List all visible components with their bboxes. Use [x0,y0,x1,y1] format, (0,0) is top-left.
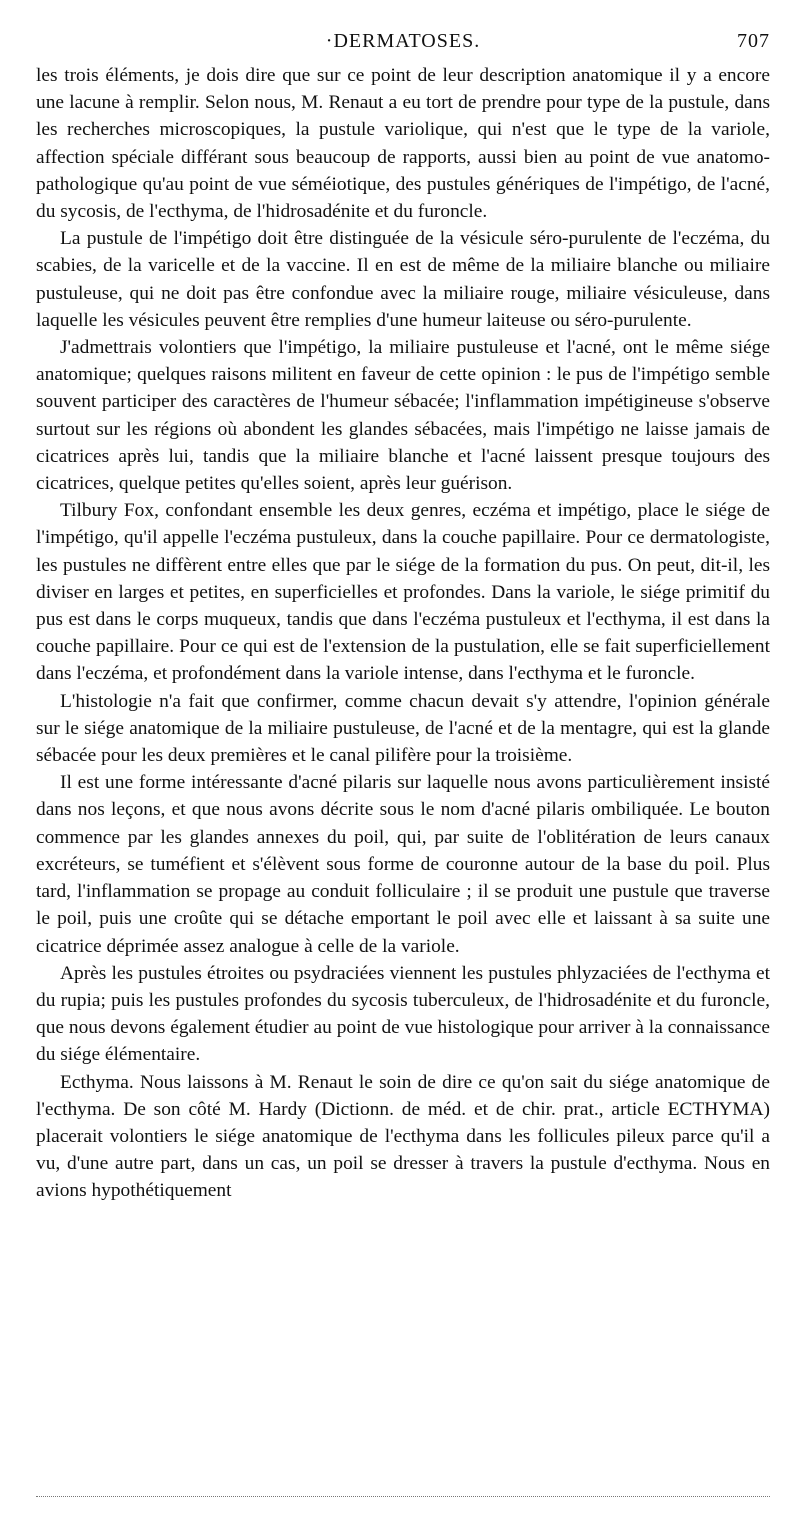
paragraph-6: Il est une forme intéressante d'acné pilaris sur laquelle nous avons particulièrement insisté dans nos leçons, et que nous avons décrite sous le nom d'acné pilaris ombiliquée. Le bouton commence par les glandes annexes du poil, qui, par suite de l'oblitération de leurs canaux excréteurs, se tuméfient et s'élèvent sous forme de couronne autour de la base du poil. Plus tard, l'inflammation se propage au conduit folliculaire ; il se produit une pustule que traverse le poil, puis une croûte qui se détache emportant le poil avec elle et laissant à sa suite une cicatrice déprimée assez analogue à celle de la variole. [36,772,770,957]
body-text [36,62,770,1205]
page-number: 707 [737,30,770,52]
footer-dotted-rule [36,1496,770,1497]
paragraph-4: Tilbury Fox, confondant ensemble les deux genres, eczéma et impétigo, place le siége de l'impétigo, qu'il appelle l'eczéma pustuleux, dans la couche papillaire. Pour ce dermatologiste, les pustules ne diffèrent entre elles que par le siége de la formation du pus. On peut, dit-il, les diviser en larges et petites, en superficielles et profondes. Dans la variole, le siége primitif du pus est dans le corps muqueux, tandis que dans l'eczéma pustuleux et l'ecthyma, il est dans la couche papillaire. Pour ce qui est de l'extension de la pustulation, elle se fait superficiellement dans l'eczéma, et profondément dans la variole intense, dans l'ecthyma et le furoncle. [36,500,770,685]
page-header [36,30,770,58]
paragraph-7: Après les pustules étroites ou psydraciées viennent les pustules phlyzaciées de l'ecthyma et du rupia; puis les pustules profondes du sycosis tuberculeux, de l'hidrosadénite et du furoncle, que nous devons également étudier au point de vue histologique pour arriver à la connaissance du siége élémentaire. [36,962,770,1066]
paragraph-8: Ecthyma. Nous laissons à M. Renaut le soin de dire ce qu'on sait du siége anatomique de l'ecthyma. De son côté M. Hardy (Dictionn. de méd. et de chir. prat., article ECTHYMA) placerait volontiers le siége anatomique de l'ecthyma dans les follicules pileux parce qu'il a vu, d'une autre part, dans un cas, un poil se dresser à travers la pustule d'ecthyma. Nous en avions hypothétiquement [36,1071,770,1202]
paragraph-1: les trois éléments, je dois dire que sur ce point de leur description anatomique il y a encore une lacune à remplir. Selon nous, M. Renaut a eu tort de prendre pour type de la pustule, dans les recherches microscopiques, la pustule variolique, qui n'est que le type de la variole, affection spéciale différant sous beaucoup de rapports, aussi bien au point de vue anatomo-pathologique qu'au point de vue séméiotique, des pustules génériques de l'impétigo, de l'acné, du sycosis, de l'ecthyma, de l'hidrosadénite et du furoncle. [36,65,770,223]
paragraph-2: La pustule de l'impétigo doit être distinguée de la vésicule séro-purulente de l'eczéma, du scabies, de la varicelle et de la vaccine. Il en est de même de la miliaire blanche ou miliaire pustuleuse, qui ne doit pas être confondue avec la miliaire rouge, miliaire vésiculeuse, dans laquelle les vésicules peuvent être remplies d'une humeur laiteuse ou séro-purulente. [36,228,770,331]
paragraph-3: J'admettrais volontiers que l'impétigo, la miliaire pustuleuse et l'acné, ont le même siége anatomique; quelques raisons militent en faveur de cette opinion : le pus de l'impétigo semble souvent participer des caractères de l'humeur sébacée; l'inflammation impétigineuse s'observe surtout sur les régions où abondent les glandes sébacées, mais l'impétigo ne laisse jamais de cicatrices après lui, tandis que la miliaire blanche et l'acné laissent presque toujours des cicatrices, quelque petites qu'elles soient, après leur guérison. [36,337,770,495]
running-title: ·DERMATOSES. [325,30,481,52]
paragraph-5: L'histologie n'a fait que confirmer, comme chacun devait s'y attendre, l'opinion générale sur le siége anatomique de la miliaire pustuleuse, de l'acné et de la mentagre, qui est la glande sébacée pour les deux premières et le canal pilifère pour la troisième. [36,690,770,767]
